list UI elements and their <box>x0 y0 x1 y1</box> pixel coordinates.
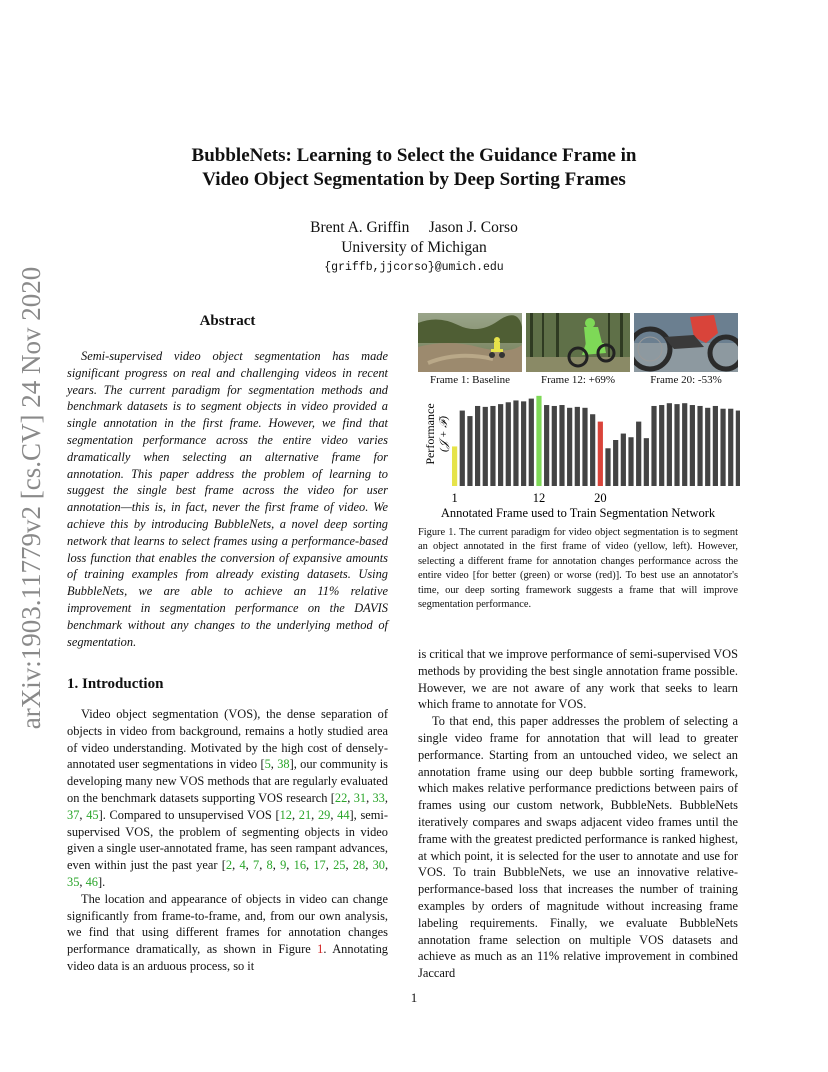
citation-link[interactable]: 2 <box>225 858 233 873</box>
chart-xtick-label: 1 <box>451 491 458 505</box>
frame-1-label: Frame 1: Baseline <box>429 374 511 386</box>
frame-12-photo <box>526 313 630 372</box>
citation-link[interactable]: 5 <box>264 757 271 772</box>
citation-link[interactable]: 46 <box>85 874 98 889</box>
chart-bar-frame-15 <box>559 405 564 486</box>
intro-right-column <box>418 646 738 982</box>
chart-bar-frame-25 <box>636 422 641 486</box>
citation-link[interactable]: 8 <box>266 858 273 873</box>
citation-link[interactable]: 25 <box>333 858 346 873</box>
citation-link[interactable]: 16 <box>293 858 307 873</box>
chart-bar-frame-21 <box>605 448 610 486</box>
chart-bar-frame-35 <box>713 406 718 486</box>
chart-ylabel: Performance <box>423 403 437 465</box>
figure-reference-link[interactable]: 1 <box>317 942 324 957</box>
citation-link[interactable]: 37 <box>67 807 80 822</box>
performance-bar-chart <box>418 392 740 522</box>
intro-paragraph-1: Video object segmentation (VOS), the dense separation of objects in video from background, remains a hotly studied area of video understanding. Motivated by the high cost of densely-annotated user segmentations in video [5, 38], our community is developing many new VOS methods that are regularly evaluated on the benchmark datasets supporting VOS research [22, 31, 33, 37, 45]. Compared to unsupervised VOS [12, 21, 29, 44], semi-supervised VOS, the problem of segmenting objects in video given a single user-annotated frame, has seen rampant advances, even within just the past year [2, 4, 7, 8, 9, 16, 17, 25, 28, 30, 35, 46]. <box>67 707 389 889</box>
chart-xtick-label: 20 <box>594 491 607 505</box>
author-names: Brent A. Griffin Jason J. Corso <box>310 219 518 236</box>
chart-bar-frame-29 <box>667 403 672 486</box>
chart-xlabel: Annotated Frame used to Train Segmentation Network <box>440 506 716 520</box>
chart-bar-frame-1 <box>452 446 457 486</box>
chart-ylabel-formula: (𝒥 + ℱ) <box>438 416 450 452</box>
chart-bar-frame-20 <box>598 422 603 486</box>
author-block <box>0 218 828 258</box>
chart-bar-frame-33 <box>697 406 702 486</box>
figure-1-caption: Figure 1. The current paradigm for video object segmentation is to segment an object annotated in the first frame of video (yellow, left). However, selecting a different frame for annotation changes performance across the entire video [for better (green) or worse (red)]. To best use an annotator's time, our deep sorting framework suggests a frame that will improve segmentation performance. <box>418 527 738 611</box>
citation-link[interactable]: 7 <box>252 858 260 873</box>
frame-20-label: Frame 20: -53% <box>650 374 722 386</box>
chart-bar-frame-4 <box>475 406 480 486</box>
chart-bar-frame-30 <box>674 404 679 486</box>
title-line-1: BubbleNets: Learning to Select the Guidance Frame in <box>191 145 637 166</box>
citation-link[interactable]: 33 <box>372 790 385 805</box>
citation-link[interactable]: 21 <box>298 807 312 822</box>
page-number: 1 <box>410 990 418 1005</box>
citation-link[interactable]: 29 <box>317 807 331 822</box>
author-email: {griffb,jjcorso}@umich.edu <box>324 261 504 274</box>
chart-bar-frame-12 <box>536 396 541 486</box>
chart-bar-frame-16 <box>567 408 572 486</box>
chart-bar-frame-10 <box>521 401 526 486</box>
citation-link[interactable]: 44 <box>337 807 350 822</box>
chart-bar-frame-19 <box>590 414 595 486</box>
section-heading-introduction: 1. Introduction <box>67 676 164 692</box>
intro-paragraph-3: is critical that we improve performance of semi-supervised VOS methods by providing the best single annotation frame possible. However, we are not aware of any work that seeks to learn which frame to annotate for VOS. <box>418 647 738 712</box>
citation-link[interactable]: 35 <box>67 874 80 889</box>
title-line-2: Video Object Segmentation by Deep Sorting Frames <box>202 169 626 190</box>
chart-bar-frame-24 <box>628 437 633 486</box>
frame-1-photo <box>418 313 522 372</box>
citation-link[interactable]: 30 <box>372 858 385 873</box>
chart-bar-frame-28 <box>659 405 664 486</box>
intro-paragraph-2: The location and appearance of objects in video can change significantly from frame-to-frame, and, from our own analysis, we find that using different frames for annotation changes performance dramatically, as shown in Figure 1. Annotating video data is an arduous process, so it <box>67 891 388 973</box>
chart-bar-frame-2 <box>460 411 465 486</box>
chart-bar-frame-17 <box>575 407 580 486</box>
chart-bar-frame-32 <box>690 405 695 486</box>
abstract-text <box>67 348 388 650</box>
chart-bar-frame-5 <box>483 407 488 486</box>
chart-bar-frame-14 <box>552 406 557 486</box>
chart-bar-frame-23 <box>621 434 626 486</box>
chart-bar-frame-22 <box>613 440 618 486</box>
abstract-heading: Abstract <box>199 313 256 329</box>
intro-paragraph-4: To that end, this paper addresses the problem of selecting a single video frame for annotation that will lead to greater performance. Starting from an untouched video, we select an annotation frame using our deep bubble sorting framework, which makes relative performance predictions between pairs of frames using our custom network, BubbleNets. BubbleNets iteratively compares and swaps adjacent video frames until the frame with the greatest predicted performance is ranked highest, at which point, it is selected for the user to annotate and use for VOS. To train BubbleNets, we use an innovative relative-performance-based loss that increases the number of training examples by orders of magnitude without increasing frame labeling requirements. Finally, we evaluate BubbleNets annotation frame selection on multiple VOS datasets and achieve as much as an 11% relative improvement in combined Jaccard <box>418 714 738 981</box>
abstract-paragraph: Semi-supervised video object segmentation has made significant progress on real and challenging videos in recent years. The current paradigm for segmentation methods and benchmark datasets is to segment objects in video provided a single annotation in the first frame. However, we find that segmentation performance across the entire video varies dramatically when selecting an alternative frame for annotation. This paper address the problem of learning to suggest the single best frame across the video for user annotation—this is, in fact, never the first frame of video. We achieve this by introducing BubbleNets, a novel deep sorting network that learns to select frames using a performance-based loss function that enables the conversion of expansive amounts of training examples from already existing datasets. Using BubbleNets, we are able to achieve an 11% relative improvement in segmentation performance on the DAVIS benchmark without any changes to the underlying method of segmentation. <box>67 349 388 649</box>
citation-link[interactable]: 45 <box>86 807 99 822</box>
chart-bar-frame-26 <box>644 438 649 486</box>
citation-link[interactable]: 17 <box>313 858 326 873</box>
chart-bar-frame-18 <box>582 408 587 486</box>
citation-link[interactable]: 12 <box>279 807 292 822</box>
citation-link[interactable]: 9 <box>280 858 287 873</box>
chart-bar-frame-37 <box>728 409 733 486</box>
chart-bar-frame-8 <box>506 402 511 486</box>
frame-12-label: Frame 12: +69% <box>540 374 616 386</box>
citation-link[interactable]: 28 <box>352 858 366 873</box>
chart-bar-frame-34 <box>705 408 710 486</box>
chart-bar-frame-3 <box>467 416 472 486</box>
chart-bar-frame-36 <box>720 409 725 486</box>
chart-bar-frame-11 <box>529 399 534 486</box>
chart-bar-frame-31 <box>682 403 687 486</box>
citation-link[interactable]: 22 <box>334 790 348 805</box>
chart-bar-frame-13 <box>544 405 549 486</box>
citation-link[interactable]: 31 <box>353 790 367 805</box>
chart-xtick-label: 12 <box>532 491 546 505</box>
citation-link[interactable]: 4 <box>239 858 246 873</box>
chart-bar-frame-27 <box>651 406 656 486</box>
frame-20-photo <box>634 313 738 372</box>
chart-bar-frame-6 <box>490 406 495 486</box>
chart-bar-frame-38 <box>736 411 740 486</box>
arxiv-stamp: arXiv:1903.11779v2 [cs.CV] 24 Nov 2020 <box>16 266 46 730</box>
chart-bar-frame-7 <box>498 404 503 486</box>
affiliation: University of Michigan <box>341 239 487 256</box>
citation-link[interactable]: 38 <box>277 757 290 772</box>
intro-left-column <box>67 706 388 975</box>
paper-title <box>0 144 828 192</box>
chart-bar-frame-9 <box>513 400 518 486</box>
